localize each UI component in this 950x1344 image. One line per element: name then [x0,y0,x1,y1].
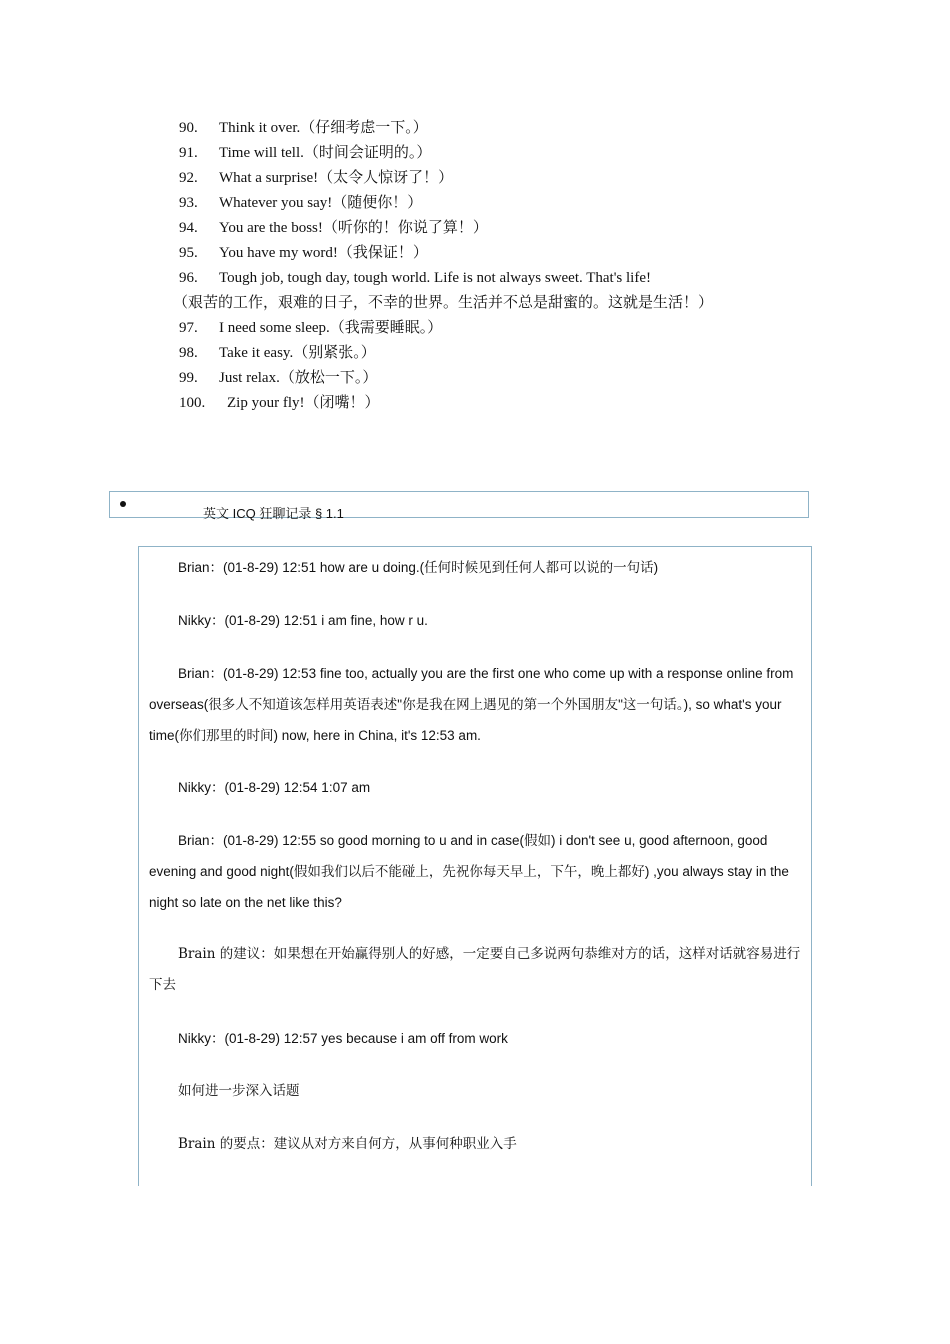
subheading: 如何进一步深入话题 [178,1083,300,1099]
phrase-number: 98. [179,345,198,361]
section-list-item [109,491,809,521]
phrase-number: 94. [179,220,198,236]
phrase-text: Take it easy.（别紧张。） [219,345,376,361]
phrase-text: Tough job, tough day, tough world. Life is not always sweet. That's life! [219,270,651,286]
phrase-text: （艰苦的工作，艰难的日子，不幸的世界。生活并不总是甜蜜的。这就是生活！） [173,295,714,311]
phrase-number: 95. [179,245,198,261]
phrase-item [179,141,859,166]
advice-note: Brain 的建议：如果想在开始赢得别人的好感，一定要自己多说两句恭维对方的话，这样对话就容易进行下去 [149,946,801,993]
chat-message: Brian：(01-8-29) 12:53 fine too, actually you are the first one who come up with a response online from overseas(很多人不知道该怎样用英语表述"你是我在网上遇见的第一个外国朋友"这一句话。), so what's your time(你们那里的时间) now, here in China, it's 12:53 am. [149,666,794,743]
phrase-item [179,191,859,216]
advice-note: Brain 的要点：建议从对方来自何方，从事何种职业入手 [178,1136,517,1152]
phrase-continuation [173,291,859,316]
phrase-number: 100. [179,395,206,411]
phrase-text: What a surprise!（太令人惊讶了！） [219,170,454,186]
phrase-item [179,391,859,416]
chat-message: Nikky：(01-8-29) 12:57 yes because i am off from work [178,1031,508,1046]
phrase-item [179,266,859,291]
chat-message: Nikky：(01-8-29) 12:54 1:07 am [178,780,371,795]
chat-message: Nikky：(01-8-29) 12:51 i am fine, how r u. [178,613,428,628]
chat-message: Brian：(01-8-29) 12:51 how are u doing.(任何时候见到任何人都可以说的一句话) [178,560,659,575]
phrase-item [179,366,859,391]
phrase-number: 93. [179,195,198,211]
phrase-number: 92. [179,170,198,186]
phrase-item [179,116,859,141]
phrase-text: You have my word!（我保证！） [219,245,428,261]
phrase-item [179,241,859,266]
phrase-text: You are the boss!（听你的！你说了算！） [219,220,488,236]
phrase-list [173,116,859,416]
chat-message: Brian：(01-8-29) 12:55 so good morning to u and in case(假如) i don't see u, good afternoon, good evening and good night(假如我们以后不能碰上，先祝你每天早上，下午，晚上都好) ,you always stay in the night so late on the net like this? [149,833,789,910]
phrase-text: Whatever you say!（随便你！） [219,195,423,211]
phrase-text: Time will tell.（时间会证明的。） [219,145,432,161]
phrase-number: 99. [179,370,198,386]
phrase-text: Zip your fly!（闭嘴！） [227,395,380,411]
chat-log-box [138,546,812,1186]
phrase-number: 96. [179,270,198,286]
section-title: 英文 ICQ 狂聊记录 § 1.1 [203,506,344,521]
bullet-icon [120,501,126,507]
phrase-item [179,166,859,191]
phrase-number: 97. [179,320,198,336]
phrase-number: 90. [179,120,198,136]
phrase-item [179,341,859,366]
phrase-number: 91. [179,145,198,161]
phrase-item [179,216,859,241]
phrase-text: Think it over.（仔细考虑一下。） [219,120,428,136]
phrase-text: Just relax.（放松一下。） [219,370,378,386]
phrase-item [179,316,859,341]
phrase-text: I need some sleep.（我需要睡眠。） [219,320,443,336]
